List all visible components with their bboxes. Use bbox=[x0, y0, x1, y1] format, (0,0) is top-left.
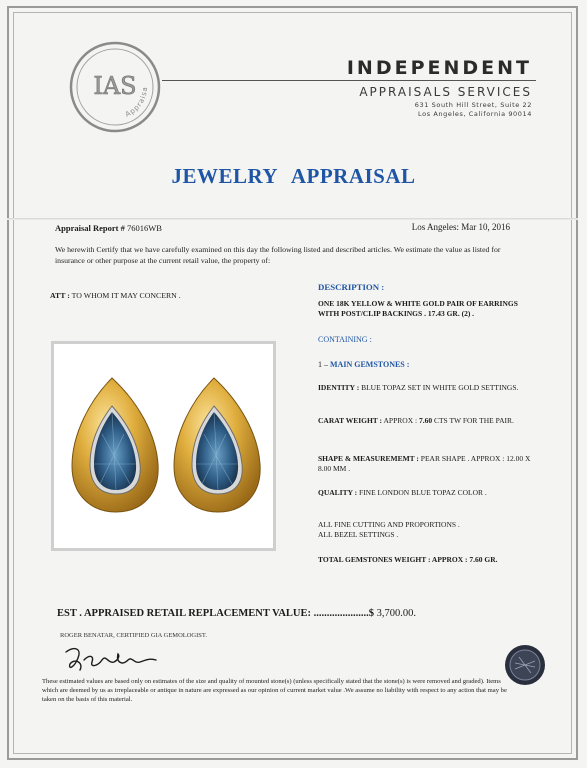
att-line bbox=[50, 291, 181, 300]
earrings-photo bbox=[51, 341, 276, 551]
quality-value: FINE LONDON BLUE TOPAZ COLOR . bbox=[358, 488, 487, 497]
shape-value: PEAR SHAPE . APPROX : 12.00 X 8.00 MM . bbox=[318, 454, 531, 473]
gemologist-name: ROGER BENATAR, CERTIFIED GIA GEMOLOGIST. bbox=[60, 632, 208, 639]
quality-label: QUALITY : bbox=[318, 488, 358, 497]
disclaimer-text: These estimated values are based only on estimates of the size and quality of mounted stone(s) (unless specifically stated that the stone(s) is were removed and graded). Items which are deemed by us as irreplaceable or antique in nature are expressed as our opinion of current market value .We assume no liability with respect to any action that may be taken on the basis of this material. bbox=[42, 678, 507, 703]
main-gemstones-heading bbox=[318, 360, 409, 369]
total-gemstones-weight: TOTAL GEMSTONES WEIGHT : APPROX : 7.60 GR. bbox=[318, 555, 498, 564]
shape-field bbox=[318, 454, 533, 474]
main-gemstones-prefix: 1 – bbox=[318, 360, 328, 369]
signature bbox=[60, 640, 170, 676]
cutting-field bbox=[318, 520, 533, 540]
company-address bbox=[300, 101, 532, 119]
carat-label: CARAT WEIGHT : bbox=[318, 416, 383, 425]
identity-value: BLUE TOPAZ SET IN WHITE GOLD SETTINGS. bbox=[361, 383, 519, 392]
report-label: Appraisal Report # bbox=[55, 223, 125, 233]
carat-post: CTS TW FOR THE PAIR. bbox=[433, 416, 514, 425]
identity-label: IDENTITY : bbox=[318, 383, 360, 392]
header-rule bbox=[162, 80, 536, 81]
description-text: ONE 18K YELLOW & WHITE GOLD PAIR OF EARRINGS WITH POST/CLIP BACKINGS . 17.43 GR. (2) . bbox=[318, 299, 518, 318]
appraised-value-label: EST . APPRAISED RETAIL REPLACEMENT VALUE: .....................$ bbox=[57, 608, 375, 619]
shape-label: SHAPE & MEASUREMEMT : bbox=[318, 454, 419, 463]
appraised-value bbox=[57, 608, 416, 619]
identity-field bbox=[318, 383, 533, 393]
document-title: JEWELRY APPRAISAL bbox=[171, 164, 416, 188]
cutting-line-1: ALL FINE CUTTING AND PROPORTIONS . bbox=[318, 520, 460, 529]
company-name: INDEPENDENT bbox=[346, 57, 532, 79]
containing-label: CONTAINING : bbox=[318, 335, 372, 344]
report-number-value: 76016WB bbox=[127, 223, 162, 233]
svg-text:IAS: IAS bbox=[93, 72, 137, 100]
right-earring bbox=[174, 378, 260, 512]
address-line-1: 631 South Hill Street, Suite 22 bbox=[414, 101, 532, 109]
quality-field bbox=[318, 488, 533, 498]
embossed-seal bbox=[503, 643, 547, 687]
att-label: ATT : bbox=[50, 291, 70, 300]
description-heading: DESCRIPTION : bbox=[318, 282, 385, 292]
report-date: Los Angeles: Mar 10, 2016 bbox=[411, 222, 510, 232]
carat-value: 7.60 bbox=[418, 416, 433, 425]
cutting-line-2: ALL BEZEL SETTINGS . bbox=[318, 530, 399, 539]
certification-paragraph: We herewith Certify that we have carefully examined on this day the following listed and described articles. We estimate the value as listed for insurance or other purpose at the current retail value, the property of: bbox=[55, 245, 501, 265]
carat-weight-field bbox=[318, 416, 533, 426]
att-value: TO WHOM IT MAY CONCERN . bbox=[71, 291, 181, 300]
company-subtitle: APPRAISALS SERVICES bbox=[359, 85, 532, 99]
main-gemstones-label: MAIN GEMSTONES : bbox=[330, 360, 410, 369]
appraised-value-amount: 3,700.00. bbox=[376, 608, 417, 619]
left-earring bbox=[72, 378, 158, 512]
address-line-2: Los Angeles, California 90014 bbox=[418, 110, 532, 118]
paper-fold-line bbox=[7, 218, 578, 220]
ias-logo bbox=[69, 41, 161, 133]
report-number bbox=[55, 223, 162, 233]
svg-text:Appraisal: Appraisa bbox=[124, 85, 150, 119]
carat-pre: APPROX : bbox=[383, 416, 418, 425]
